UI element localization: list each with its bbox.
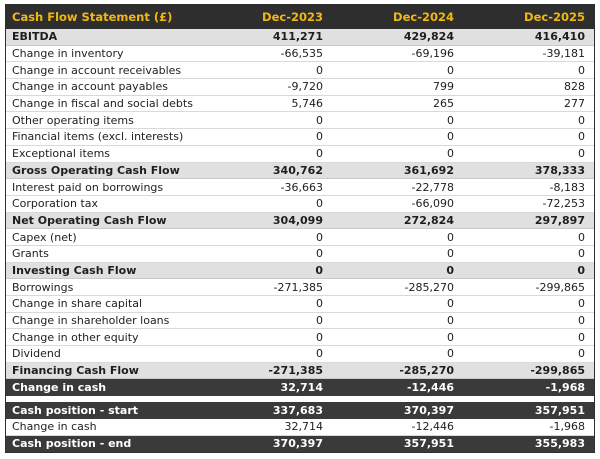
row-label: Change in fiscal and social debts [12,97,193,111]
table-row [6,379,594,396]
cell-value: 361,692 [403,163,454,177]
cell-value: 297,897 [534,213,585,227]
table-row [6,313,594,330]
cell-value: 0 [316,197,323,211]
cell-value: 0 [316,347,323,361]
row-label: Dividend [12,347,61,361]
cell-value: -69,196 [411,47,454,61]
table-row [6,79,594,96]
cell-value: 0 [447,230,454,244]
cell-value: 416,410 [534,30,585,44]
table-row [6,436,594,453]
row-label: Cash position - end [12,437,132,451]
cell-value: 378,333 [534,163,585,177]
table-row [6,402,594,419]
cell-value: -36,663 [280,180,323,194]
cell-value: 0 [578,347,585,361]
cell-value: 0 [316,247,323,261]
row-label: Net Operating Cash Flow [12,213,167,227]
row-label: Cash position - start [12,403,139,417]
table-body [6,29,594,452]
cell-value: -9,720 [287,80,323,94]
table-row [6,263,594,280]
cell-value: 0 [578,314,585,328]
cell-value: 32,714 [284,420,323,434]
cell-value: -12,446 [406,381,454,395]
cell-value: -271,385 [273,280,323,294]
row-label: Exceptional items [12,147,111,161]
table-header-row [6,5,594,29]
cell-value: 0 [316,297,323,311]
cell-value: 0 [316,113,323,127]
table-row [6,112,594,129]
cell-value: 0 [316,63,323,77]
table-row [6,163,594,180]
row-label: Change in share capital [12,297,143,311]
cell-value: 0 [578,330,585,344]
column-header-dec-2025: Dec-2025 [524,10,585,24]
cell-value: 411,271 [272,30,323,44]
cell-value: 357,951 [403,437,454,451]
row-label: Other operating items [12,113,134,127]
cell-value: 5,746 [291,97,323,111]
row-label: Change in inventory [12,47,124,61]
table-row [6,129,594,146]
row-label: Borrowings [12,280,74,294]
table-title: Cash Flow Statement (£) [12,10,173,24]
cell-value: -66,535 [280,47,323,61]
cell-value: 357,951 [534,403,585,417]
row-label: Corporation tax [12,197,99,211]
column-header-dec-2024: Dec-2024 [393,10,454,24]
cell-value: 0 [578,247,585,261]
cell-value: 337,683 [272,403,323,417]
table-row [6,62,594,79]
row-label: Change in other equity [12,330,139,344]
cell-value: -299,865 [535,280,585,294]
cell-value: 799 [433,80,454,94]
cell-value: 0 [577,263,585,277]
table-row [6,296,594,313]
cell-value: -1,968 [545,381,585,395]
cell-value: 370,397 [403,403,454,417]
row-label: Interest paid on borrowings [12,180,164,194]
cell-value: 0 [447,113,454,127]
cell-value: -39,181 [542,47,585,61]
table-row [6,329,594,346]
row-label: Gross Operating Cash Flow [12,163,180,177]
cell-value: 0 [316,330,323,344]
cell-value: 355,983 [534,437,585,451]
table-row [6,363,594,380]
cell-value: 0 [578,63,585,77]
cell-value: -285,270 [399,364,454,378]
cell-value: 370,397 [272,437,323,451]
cell-value: 0 [447,130,454,144]
row-label: Grants [12,247,49,261]
table-row [6,196,594,213]
cell-value: 304,099 [272,213,323,227]
cell-value: 0 [578,130,585,144]
cell-value: 0 [447,330,454,344]
table-row [6,229,594,246]
table-row [6,279,594,296]
row-label: Financing Cash Flow [12,364,139,378]
cell-value: -271,385 [268,364,323,378]
row-label: Change in account receivables [12,63,182,77]
cell-value: 272,824 [403,213,454,227]
cell-value: 265 [433,97,454,111]
cell-value: 0 [447,63,454,77]
cell-value: 0 [447,247,454,261]
cell-value: 0 [447,297,454,311]
table-row [6,146,594,163]
table-row [6,419,594,436]
cell-value: 0 [316,147,323,161]
cell-value: -12,446 [411,420,454,434]
table-row [6,46,594,63]
row-label: Change in account payables [12,80,168,94]
cell-value: -299,865 [530,364,585,378]
cell-value: 0 [578,297,585,311]
cell-value: 0 [447,314,454,328]
cell-value: 0 [316,130,323,144]
table-row [6,246,594,263]
row-label: Change in cash [12,381,107,395]
table-row [6,213,594,230]
cell-value: -1,968 [549,420,585,434]
row-label: Capex (net) [12,230,77,244]
cell-value: 0 [578,147,585,161]
cell-value: 0 [315,263,323,277]
row-label: Change in cash [12,420,97,434]
cash-flow-statement-table [5,4,595,453]
cell-value: 0 [447,147,454,161]
table-row [6,96,594,113]
table-row [6,179,594,196]
table-row [6,29,594,46]
row-label: Financial items (excl. interests) [12,130,184,144]
cell-value: 0 [578,113,585,127]
cell-value: 0 [446,263,454,277]
cell-value: -285,270 [404,280,454,294]
cell-value: 277 [564,97,585,111]
cell-value: 0 [447,347,454,361]
column-header-dec-2023: Dec-2023 [262,10,323,24]
row-label: Investing Cash Flow [12,263,137,277]
table-row [6,346,594,363]
row-label: Change in shareholder loans [12,314,170,328]
cell-value: 340,762 [272,163,323,177]
cell-value: 429,824 [403,30,454,44]
cell-value: 0 [316,314,323,328]
cell-value: 0 [578,230,585,244]
cell-value: -66,090 [411,197,454,211]
cell-value: 0 [316,230,323,244]
cell-value: 32,714 [280,381,323,395]
cell-value: 828 [564,80,585,94]
cell-value: -8,183 [549,180,585,194]
cell-value: -72,253 [542,197,585,211]
row-label: EBITDA [12,30,58,44]
cell-value: -22,778 [411,180,454,194]
